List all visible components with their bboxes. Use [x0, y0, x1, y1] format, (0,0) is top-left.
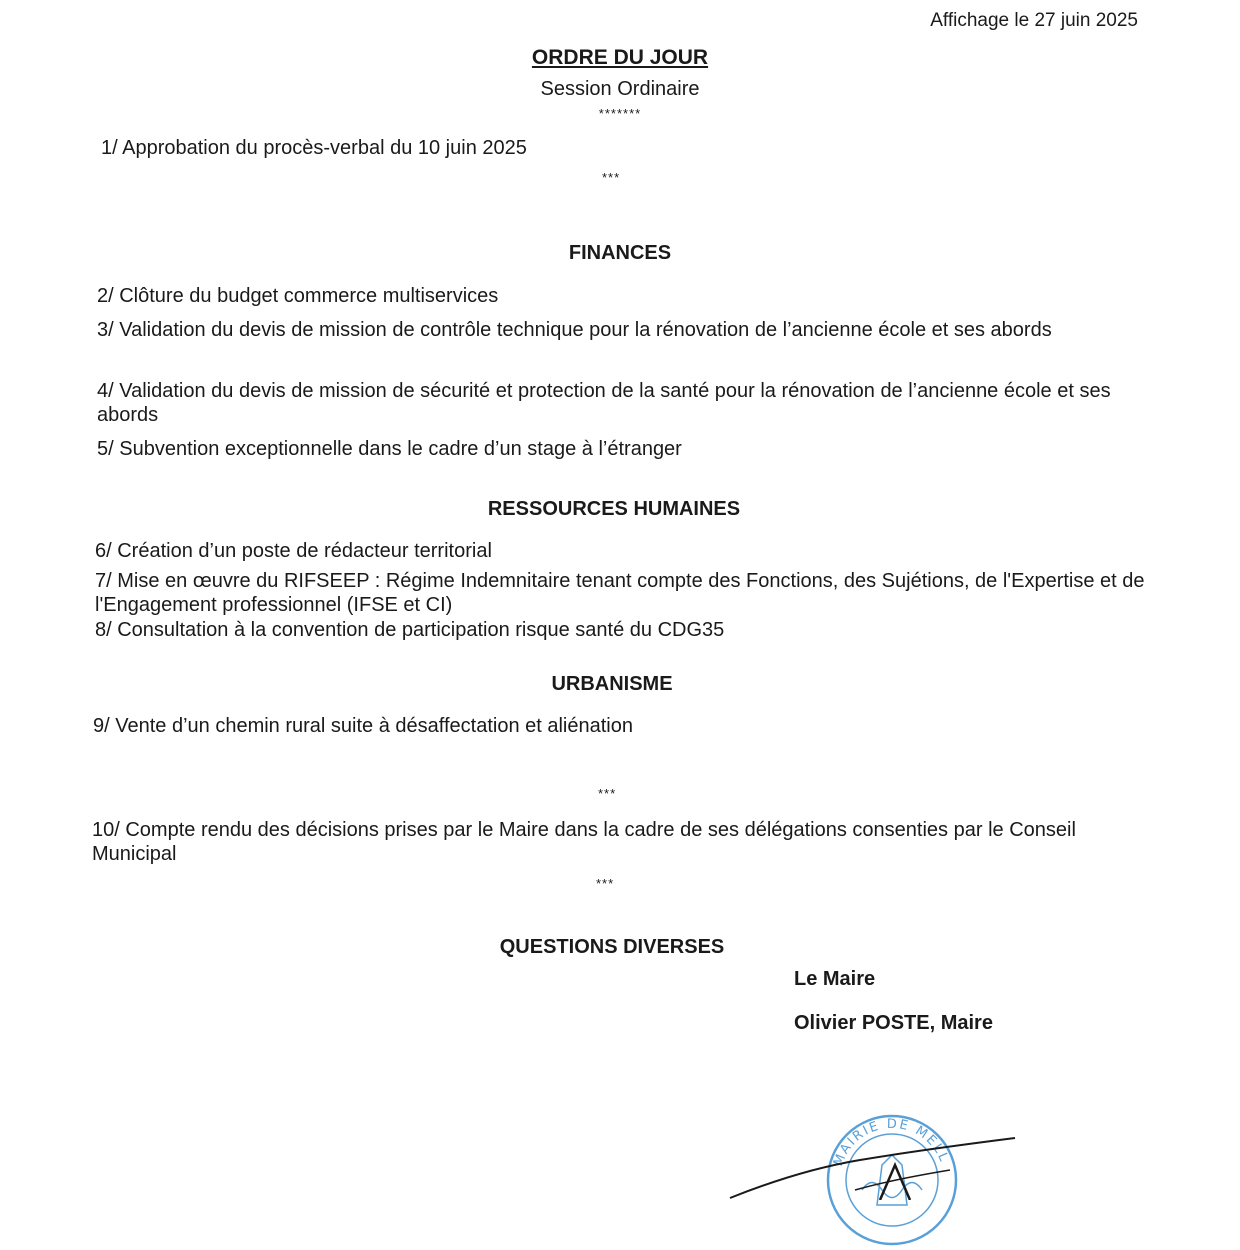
session-subtitle: Session Ordinaire — [540, 78, 700, 100]
separator-2: *** — [598, 786, 617, 801]
section-heading-urbanisme: URBANISME — [551, 673, 673, 695]
svg-text:MAIRIE DE MELL: MAIRIE DE MELL — [831, 1116, 952, 1169]
separator-1: *** — [602, 170, 621, 185]
agenda-item-6: 6/ Création d’un poste de rédacteur territorial — [95, 540, 492, 562]
agenda-item-1: 1/ Approbation du procès-verbal du 10 juin 2025 — [101, 137, 527, 159]
agenda-item-10: 10/ Compte rendu des décisions prises par le Maire dans la cadre de ses délégations consenties par le Conseil Municipal — [92, 819, 1076, 865]
separator-3: *** — [596, 876, 615, 891]
agenda-item-7: 7/ Mise en œuvre du RIFSEEP : Régime Indemnitaire tenant compte des Fonctions, des Sujétions, de l'Expertise et de l'Engagement professionnel (IFSE et CI) — [95, 570, 1145, 616]
page-title: ORDRE DU JOUR — [531, 46, 709, 69]
signatory-name: Olivier POSTE, Maire — [794, 1012, 993, 1034]
agenda-item-3: 3/ Validation du devis de mission de contrôle technique pour la rénovation de l’ancienne école et ses abords — [97, 319, 1052, 341]
title-separator: ******* — [598, 106, 642, 121]
agenda-item-9: 9/ Vente d’un chemin rural suite à désaffectation et aliénation — [93, 715, 633, 737]
handwritten-signature — [720, 1130, 1020, 1200]
section-heading-questions-diverses: QUESTIONS DIVERSES — [499, 936, 725, 958]
agenda-item-8: 8/ Consultation à la convention de participation risque santé du CDG35 — [95, 619, 725, 641]
posting-date: Affichage le 27 juin 2025 — [930, 10, 1138, 31]
section-heading-finances: FINANCES — [568, 242, 672, 264]
agenda-item-2: 2/ Clôture du budget commerce multiservices — [97, 285, 499, 307]
section-heading-ressources-humaines: RESSOURCES HUMAINES — [487, 498, 741, 520]
agenda-item-5: 5/ Subvention exceptionnelle dans le cadre d’un stage à l’étranger — [97, 438, 682, 460]
agenda-item-4: 4/ Validation du devis de mission de sécurité et protection de la santé pour la rénovation de l’ancienne école et ses abords — [97, 380, 1111, 426]
signature-role: Le Maire — [794, 968, 876, 990]
